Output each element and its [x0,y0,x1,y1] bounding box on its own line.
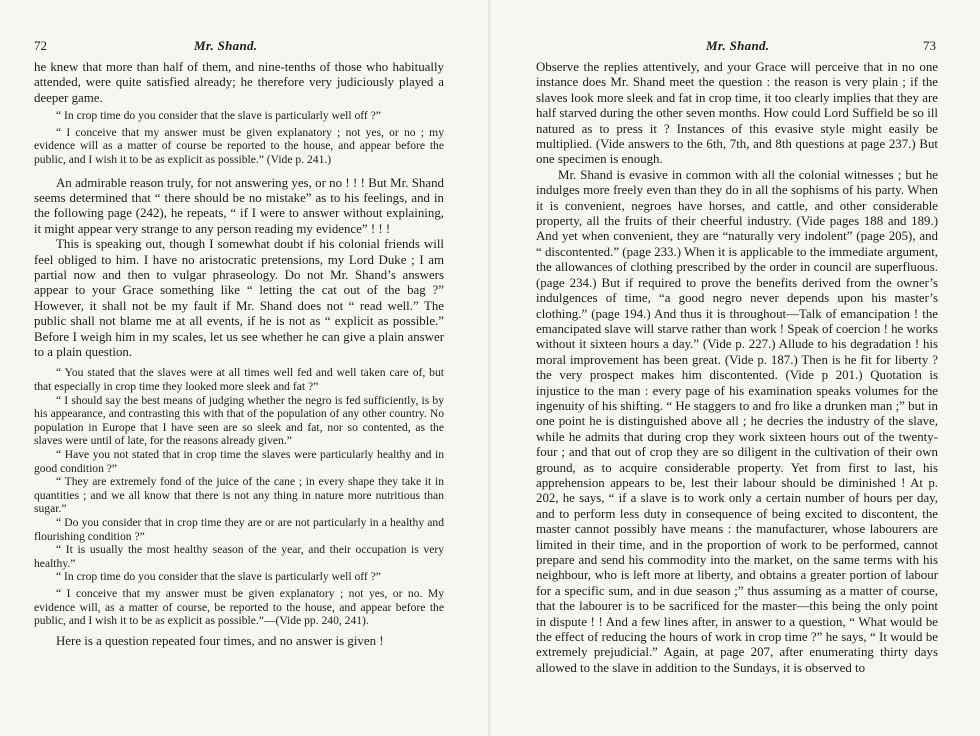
quoted-answer: “ I conceive that my answer must be given explanatory ; not yes, or no. My evidence will, as a matter of course, be reported to the house, and appear before the public, and I wish it to be as explicit as possible.”—(Vide pp. 240, 241). [34,586,444,628]
quoted-answer: “ It is usually the most healthy season of the year, and their occupation is very healthy.” [34,543,444,570]
paragraph: Here is a question repeated four times, and no answer is given ! [56,633,384,648]
quoted-question: “ Do you consider that in crop time they are or are not particularly in a healthy and flourishing condition ?” [34,516,444,543]
running-title: Mr. Shand. [194,38,258,53]
paragraph: he knew that more than half of them, and nine-tenths of those who habitually attended, were quite satisfied already; he therefore very judiciously played a deeper game. [34,60,444,105]
paragraph: This is speaking out, though I somewhat doubt if his colonial friends will feel obliged to him. I have no aristocratic pretensions, my Lord Duke ; I am partial now and then to vulgar phraseology. Do not Mr. Shand’s answers appear to your Grace something like “ letting the cat out of the bag ?” However, it shall not be my fault if Mr. Shand does not “ read well.” The public shall not blame me at all events, if he is not as “ explicit as possible.” Before I weigh him in my scales, let us see whether he can give a plain answer to a plain question. [34,237,444,360]
right-page-body [536,60,938,676]
left-page-body [34,60,444,649]
quoted-answer: “ They are extremely fond of the juice of the cane ; in every shape they take it in quantities ; and we all know that there is not any thing in nature more nutritious than sugar.” [34,475,444,516]
left-page-header [34,38,444,54]
quoted-question: “ In crop time do you consider that the slave is particularly well off ?” [56,570,381,584]
running-title: Mr. Shand. [706,38,770,53]
paragraph: Observe the replies attentively, and your Grace will perceive that in no one instance does Mr. Shand meet the question : the reason is very plain ; if the slaves look more sleek and fat in crop time, it too clearly implies that they are half starved during the other seven months. How could Lord Suffield be so ill natured as to press it ? Instances of this evasive style might easily be multiplied. (Vide answers to the 6th, 7th, and 8th questions at page 237.) But one specimen is enough. [536,60,938,167]
quoted-question: “ Have you not stated that in crop time the slaves were particularly healthy and in good condition ?” [34,448,444,475]
quoted-answer: “ I conceive that my answer must be given explanatory ; not yes, or no ; my evidence will as a matter of course be reported to the house, and appear before the public, and I wish it to be as explicit as possible.” (Vide p. 241.) [34,125,444,166]
quoted-answer: “ I should say the best means of judging whether the negro is fed sufficiently, is by his appearance, and contrasting this with that of the population of any other country. No population in Europe that I have seen are so sleek and fat, nor so contented, as the slaves were until of late, for the reasons already given.” [34,393,444,448]
quoted-question: “ You stated that the slaves were at all times well fed and well taken care of, but that especially in crop time they looked more sleek and fat ?” [34,366,444,394]
quoted-question: “ In crop time do you consider that the slave is particularly well off ?” [56,109,381,123]
page-number: 73 [923,38,936,53]
page-number: 72 [34,38,47,53]
paragraph: An admirable reason truly, for not answering yes, or no ! ! ! But Mr. Shand seems determined that “ there should be no mistake” as to his feelings, and in the following page (242), he repeats, “ if I were to answer without explaining, it might appear very strange to any person reading my evidence” ! ! ! [34,175,444,236]
right-page [490,0,980,736]
right-page-header [536,38,936,54]
paragraph: Mr. Shand is evasive in common with all the colonial witnesses ; but he indulges more freely even than they do in all the sophisms of his party. When it is convenient, negroes have horses, and cattle, and other considerable property, all the fruits of their cheerful industry. (Vide pages 188 and 189.) And yet when convenient, they are “naturally very indolent” (page 205), and “ discontented.” (page 233.) When it is applicable to the immediate argument, the allowances of clothing prescribed by the order in council are superfluous. (page 234.) But if required to prove the benefits derived from the owner’s indulgences of time, “a good negro never depends upon his master’s clothing.” (page 194.) And thus it is throughout—Talk of emancipation ! the emancipated slave will starve rather than work ! Speak of coercion ! he works without it sixteen hours a day.” (Vide p. 227.) Allude to his degradation ! his moral improvement has been great. (Vide p. 187.) Then is he fit for liberty ? the very prospect makes him discontented. (Vide p 201.) Quotation is injustice to the man : every page of his examination speaks volumes for the ingenuity of his shifting. “ He staggers to and fro like a drunken man ;” but in one point he is distinguished above all ; he decries the industry of the slave, while he admits that during crop they work sixteen hours out of the twenty-four ; and that out of crop they are so diligent in the cultivation of their own ground, as to acquire considerable property. Yet from first to last, his apprehension appears to be, lest their labour should be diminished ! At p. 202, he says, “ if a slave is to work only a certain number of hours per day, and to perform less duty in consequence of being excited to discontent, the master cannot possibly have means : the manufacturer, whose labourers are limited in their time, and in the proportion of work to be performed, cannot prepare and send his commodity into the market, on the same terms with his neighbour, who is left more at liberty, and obtains a greater portion of labour for a specific sum, and in due season ;” thus assuming as a matter of course, that the labourer is to be sacrificed for the master—this being the only point in dispute ! ! And a few lines after, in answer to a question, “ What would be the effect of reducing the hours of work in crop time ?” he says, “ It would be extremely prejudicial.” Again, at page 207, after enumerating thirty days allowed to the slave in addition to the Sundays, it is observed to [536,167,938,675]
